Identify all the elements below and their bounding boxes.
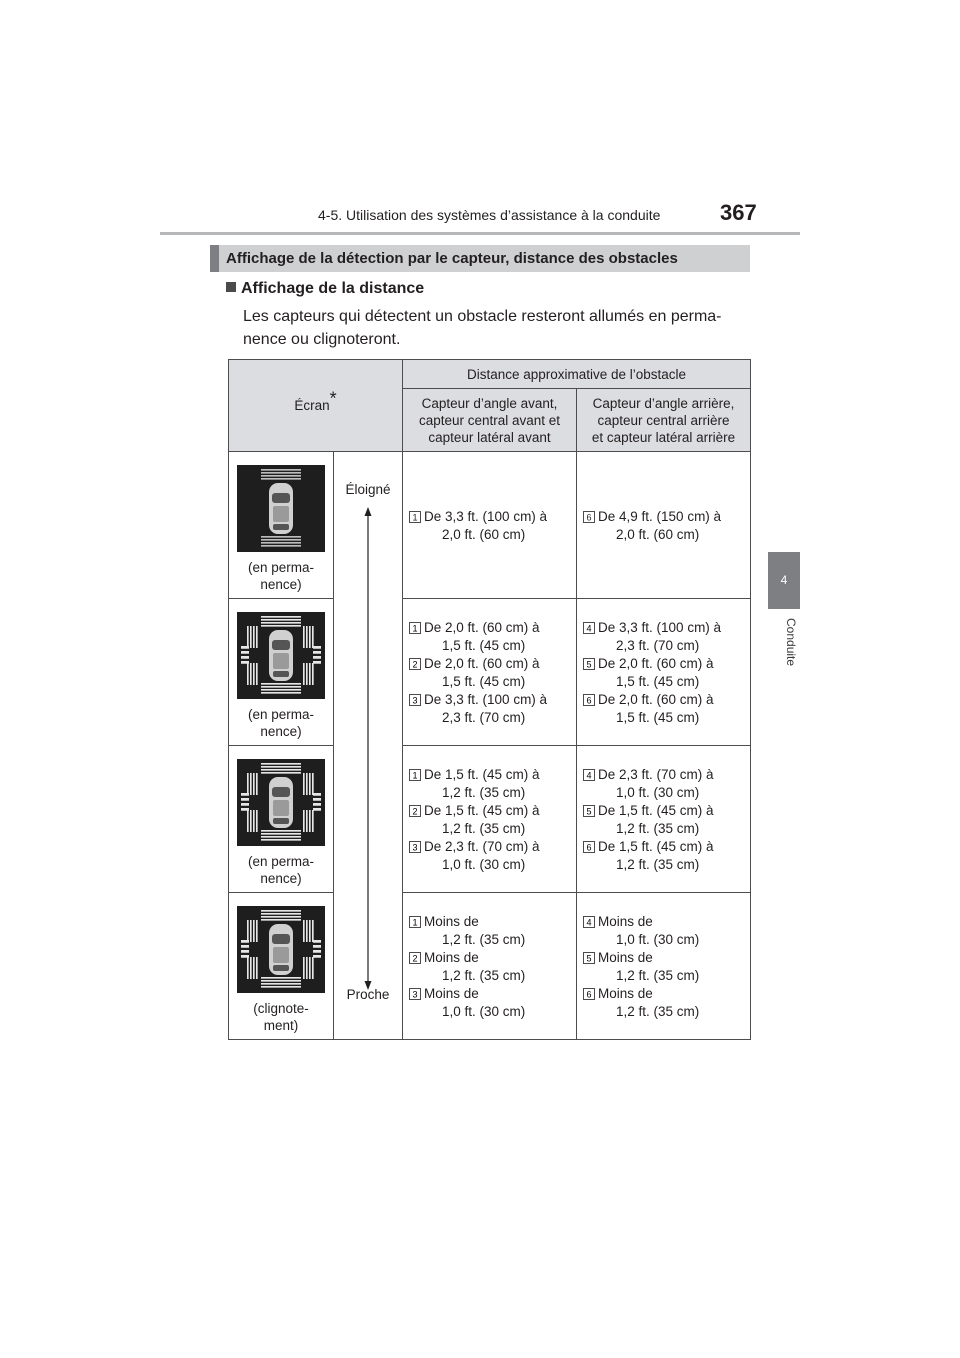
distance-text: Moins de [424, 986, 479, 1001]
distance-entry [409, 766, 576, 802]
distance-text: Moins de [424, 950, 479, 965]
distance-text: 1,2 ft. (35 cm) [616, 821, 700, 836]
distance-text: 1,5 ft. (45 cm) [442, 674, 526, 689]
distance-text: De 1,5 ft. (45 cm) à [598, 803, 714, 818]
distance-text: Moins de [424, 914, 479, 929]
distance-text: 2,0 ft. (60 cm) [442, 527, 526, 542]
sensor-number-6-icon [583, 841, 595, 853]
distance-text: Moins de [598, 950, 653, 965]
svg-text:6: 6 [586, 512, 592, 523]
chapter-label: Conduite [784, 618, 798, 667]
distance-text: De 1,5 ft. (45 cm) à [598, 839, 714, 854]
screen-label: nence) [260, 871, 302, 886]
rear-distance-cell [577, 599, 751, 746]
distance-text: 1,2 ft. (35 cm) [442, 968, 526, 983]
sensor-number-4-icon [583, 769, 595, 781]
distance-arrow-cell [334, 452, 403, 1040]
distance-text: De 2,0 ft. (60 cm) à [598, 692, 714, 707]
distance-entry [583, 913, 750, 949]
sensor-number-3-icon [409, 841, 421, 853]
sensor-number-5-icon [583, 952, 595, 964]
arrow-near-label: Proche [346, 987, 390, 1002]
distance-text: 1,0 ft. (30 cm) [616, 932, 700, 947]
distance-text: De 3,3 ft. (100 cm) à [424, 692, 548, 707]
sensor-number-2-icon [409, 658, 421, 670]
screen-label: nence) [260, 724, 302, 739]
distance-entry [583, 619, 750, 655]
screen-cell [229, 893, 334, 1040]
sensor-number-1-icon [409, 916, 421, 928]
distance-entry [409, 619, 576, 655]
front-distance-cell [403, 599, 577, 746]
svg-text:6: 6 [586, 842, 592, 853]
distance-text: Moins de [598, 986, 653, 1001]
svg-text:3: 3 [412, 695, 418, 706]
body-line: nence ou clignoteront. [243, 331, 401, 348]
sensor-display-2-icon [237, 612, 325, 699]
screen-cell [229, 599, 334, 746]
distance-entry [409, 802, 576, 838]
sensor-number-6-icon [583, 694, 595, 706]
distance-text: 1,2 ft. (35 cm) [616, 857, 700, 872]
distance-text: 2,3 ft. (70 cm) [616, 638, 700, 653]
distance-text: De 3,3 ft. (100 cm) à [424, 509, 548, 524]
distance-entry [409, 655, 576, 691]
distance-entry [409, 913, 576, 949]
header-rear-line: et capteur latéral arrière [591, 429, 736, 445]
svg-text:1: 1 [412, 770, 418, 781]
distance-text: 1,2 ft. (35 cm) [442, 785, 526, 800]
svg-text:2: 2 [412, 806, 418, 817]
svg-text:5: 5 [586, 659, 592, 670]
distance-text: 1,2 ft. (35 cm) [616, 1004, 700, 1019]
screen-cell [229, 452, 334, 599]
header-distance: Distance approximative de l’obstacle [403, 360, 751, 389]
distance-text: De 1,5 ft. (45 cm) à [424, 803, 540, 818]
distance-text: 2,3 ft. (70 cm) [442, 710, 526, 725]
sensor-number-6-icon [583, 511, 595, 523]
distance-entry [583, 655, 750, 691]
front-distance-cell [403, 746, 577, 893]
header-front-line: capteur central avant et [418, 412, 561, 428]
arrow-far-label: Éloigné [345, 482, 391, 497]
distance-text: De 2,0 ft. (60 cm) à [598, 656, 714, 671]
svg-text:2: 2 [412, 953, 418, 964]
rear-distance-cell [577, 452, 751, 599]
distance-text: De 2,0 ft. (60 cm) à [424, 620, 540, 635]
body-line: Les capteurs qui détectent un obstacle resteront allumés en perma- [243, 308, 722, 325]
sensor-number-3-icon [409, 694, 421, 706]
sensor-number-4-icon [583, 916, 595, 928]
svg-text:2: 2 [412, 659, 418, 670]
header-rule [160, 232, 800, 235]
header-rear-line: capteur central arrière [597, 412, 730, 428]
distance-entry [583, 766, 750, 802]
distance-text: De 2,3 ft. (70 cm) à [598, 767, 714, 782]
distance-text: De 3,3 ft. (100 cm) à [598, 620, 722, 635]
distance-text: 1,2 ft. (35 cm) [442, 821, 526, 836]
sensor-number-1-icon [409, 622, 421, 634]
screen-label: ment) [263, 1018, 299, 1033]
screen-label: (en perma- [247, 707, 315, 722]
sensor-number-3-icon [409, 988, 421, 1000]
distance-text: 1,2 ft. (35 cm) [616, 968, 700, 983]
header-front-line: capteur latéral avant [428, 429, 551, 445]
header-screen-cell [229, 360, 403, 452]
header-rear-line: Capteur d’angle arrière, [592, 395, 735, 411]
front-distance-cell [403, 893, 577, 1040]
square-bullet-icon [226, 282, 236, 292]
sensor-number-2-icon [409, 805, 421, 817]
distance-entry [409, 985, 576, 1021]
distance-entry [409, 949, 576, 985]
distance-entry [583, 691, 750, 727]
header-screen-label: Écran [294, 398, 330, 413]
distance-arrow-icon [362, 507, 374, 990]
sensor-number-1-icon [409, 769, 421, 781]
distance-text: 1,5 ft. (45 cm) [616, 674, 700, 689]
rear-distance-cell [577, 746, 751, 893]
distance-text: De 2,0 ft. (60 cm) à [424, 656, 540, 671]
svg-text:4: 4 [586, 770, 592, 781]
subsection-title: Affichage de la distance [241, 280, 425, 297]
sensor-number-5-icon [583, 805, 595, 817]
page-number: 367 [720, 200, 757, 225]
sensor-number-1-icon [409, 511, 421, 523]
sensor-number-6-icon [583, 988, 595, 1000]
distance-text: De 1,5 ft. (45 cm) à [424, 767, 540, 782]
sensor-number-4-icon [583, 622, 595, 634]
distance-entry [583, 985, 750, 1021]
section-title: Affichage de la détection par le capteur, distance des obstacles [210, 245, 750, 272]
sensor-display-3-icon [237, 759, 325, 846]
sensor-number-badge [409, 508, 424, 544]
screen-label: (en perma- [247, 854, 315, 869]
distance-text: 1,2 ft. (35 cm) [442, 932, 526, 947]
screen-label: (clignote- [253, 1001, 309, 1016]
header-front-line: Capteur d’angle avant, [421, 395, 558, 411]
screen-label: nence) [260, 577, 302, 592]
chapter-tab: 4 [768, 552, 800, 609]
subsection-heading [226, 280, 424, 298]
distance-entry [409, 691, 576, 727]
svg-text:1: 1 [412, 512, 418, 523]
svg-text:3: 3 [412, 989, 418, 1000]
svg-text:4: 4 [586, 623, 592, 634]
footnote-mark: * [329, 388, 337, 409]
distance-entry [409, 508, 576, 544]
rear-distance-cell [577, 893, 751, 1040]
header-rear-sensors [577, 389, 751, 452]
svg-text:5: 5 [586, 953, 592, 964]
distance-entry [583, 838, 750, 874]
table-row [229, 452, 751, 599]
sensor-number-badge [583, 508, 598, 544]
svg-text:6: 6 [586, 695, 592, 706]
screen-label: (en perma- [247, 560, 315, 575]
header-front-sensors [403, 389, 577, 452]
svg-text:6: 6 [586, 989, 592, 1000]
distance-entry [409, 838, 576, 874]
table-row [229, 893, 751, 1040]
table-row [229, 599, 751, 746]
distance-text: 2,0 ft. (60 cm) [616, 527, 700, 542]
front-distance-cell [403, 452, 577, 599]
distance-text: De 4,9 ft. (150 cm) à [598, 509, 722, 524]
svg-text:3: 3 [412, 842, 418, 853]
distance-text: 1,5 ft. (45 cm) [616, 710, 700, 725]
svg-text:1: 1 [412, 917, 418, 928]
table-row [229, 746, 751, 893]
distance-text: 1,0 ft. (30 cm) [616, 785, 700, 800]
subsection-body [243, 305, 748, 351]
distance-entry [583, 802, 750, 838]
distance-text: Moins de [598, 914, 653, 929]
distance-text: De 2,3 ft. (70 cm) à [424, 839, 540, 854]
svg-text:5: 5 [586, 806, 592, 817]
svg-text:1: 1 [412, 623, 418, 634]
header-title: 4-5. Utilisation des systèmes d’assistance à la conduite [318, 207, 661, 223]
distance-text: 1,0 ft. (30 cm) [442, 1004, 526, 1019]
distance-table [228, 359, 751, 1040]
svg-text:4: 4 [586, 917, 592, 928]
sensor-number-2-icon [409, 952, 421, 964]
distance-text: 1,5 ft. (45 cm) [442, 638, 526, 653]
screen-cell [229, 746, 334, 893]
distance-entry [583, 508, 750, 544]
sensor-number-5-icon [583, 658, 595, 670]
sensor-display-4-icon [237, 906, 325, 993]
distance-entry [583, 949, 750, 985]
sensor-display-1-icon [237, 465, 325, 552]
distance-text: 1,0 ft. (30 cm) [442, 857, 526, 872]
